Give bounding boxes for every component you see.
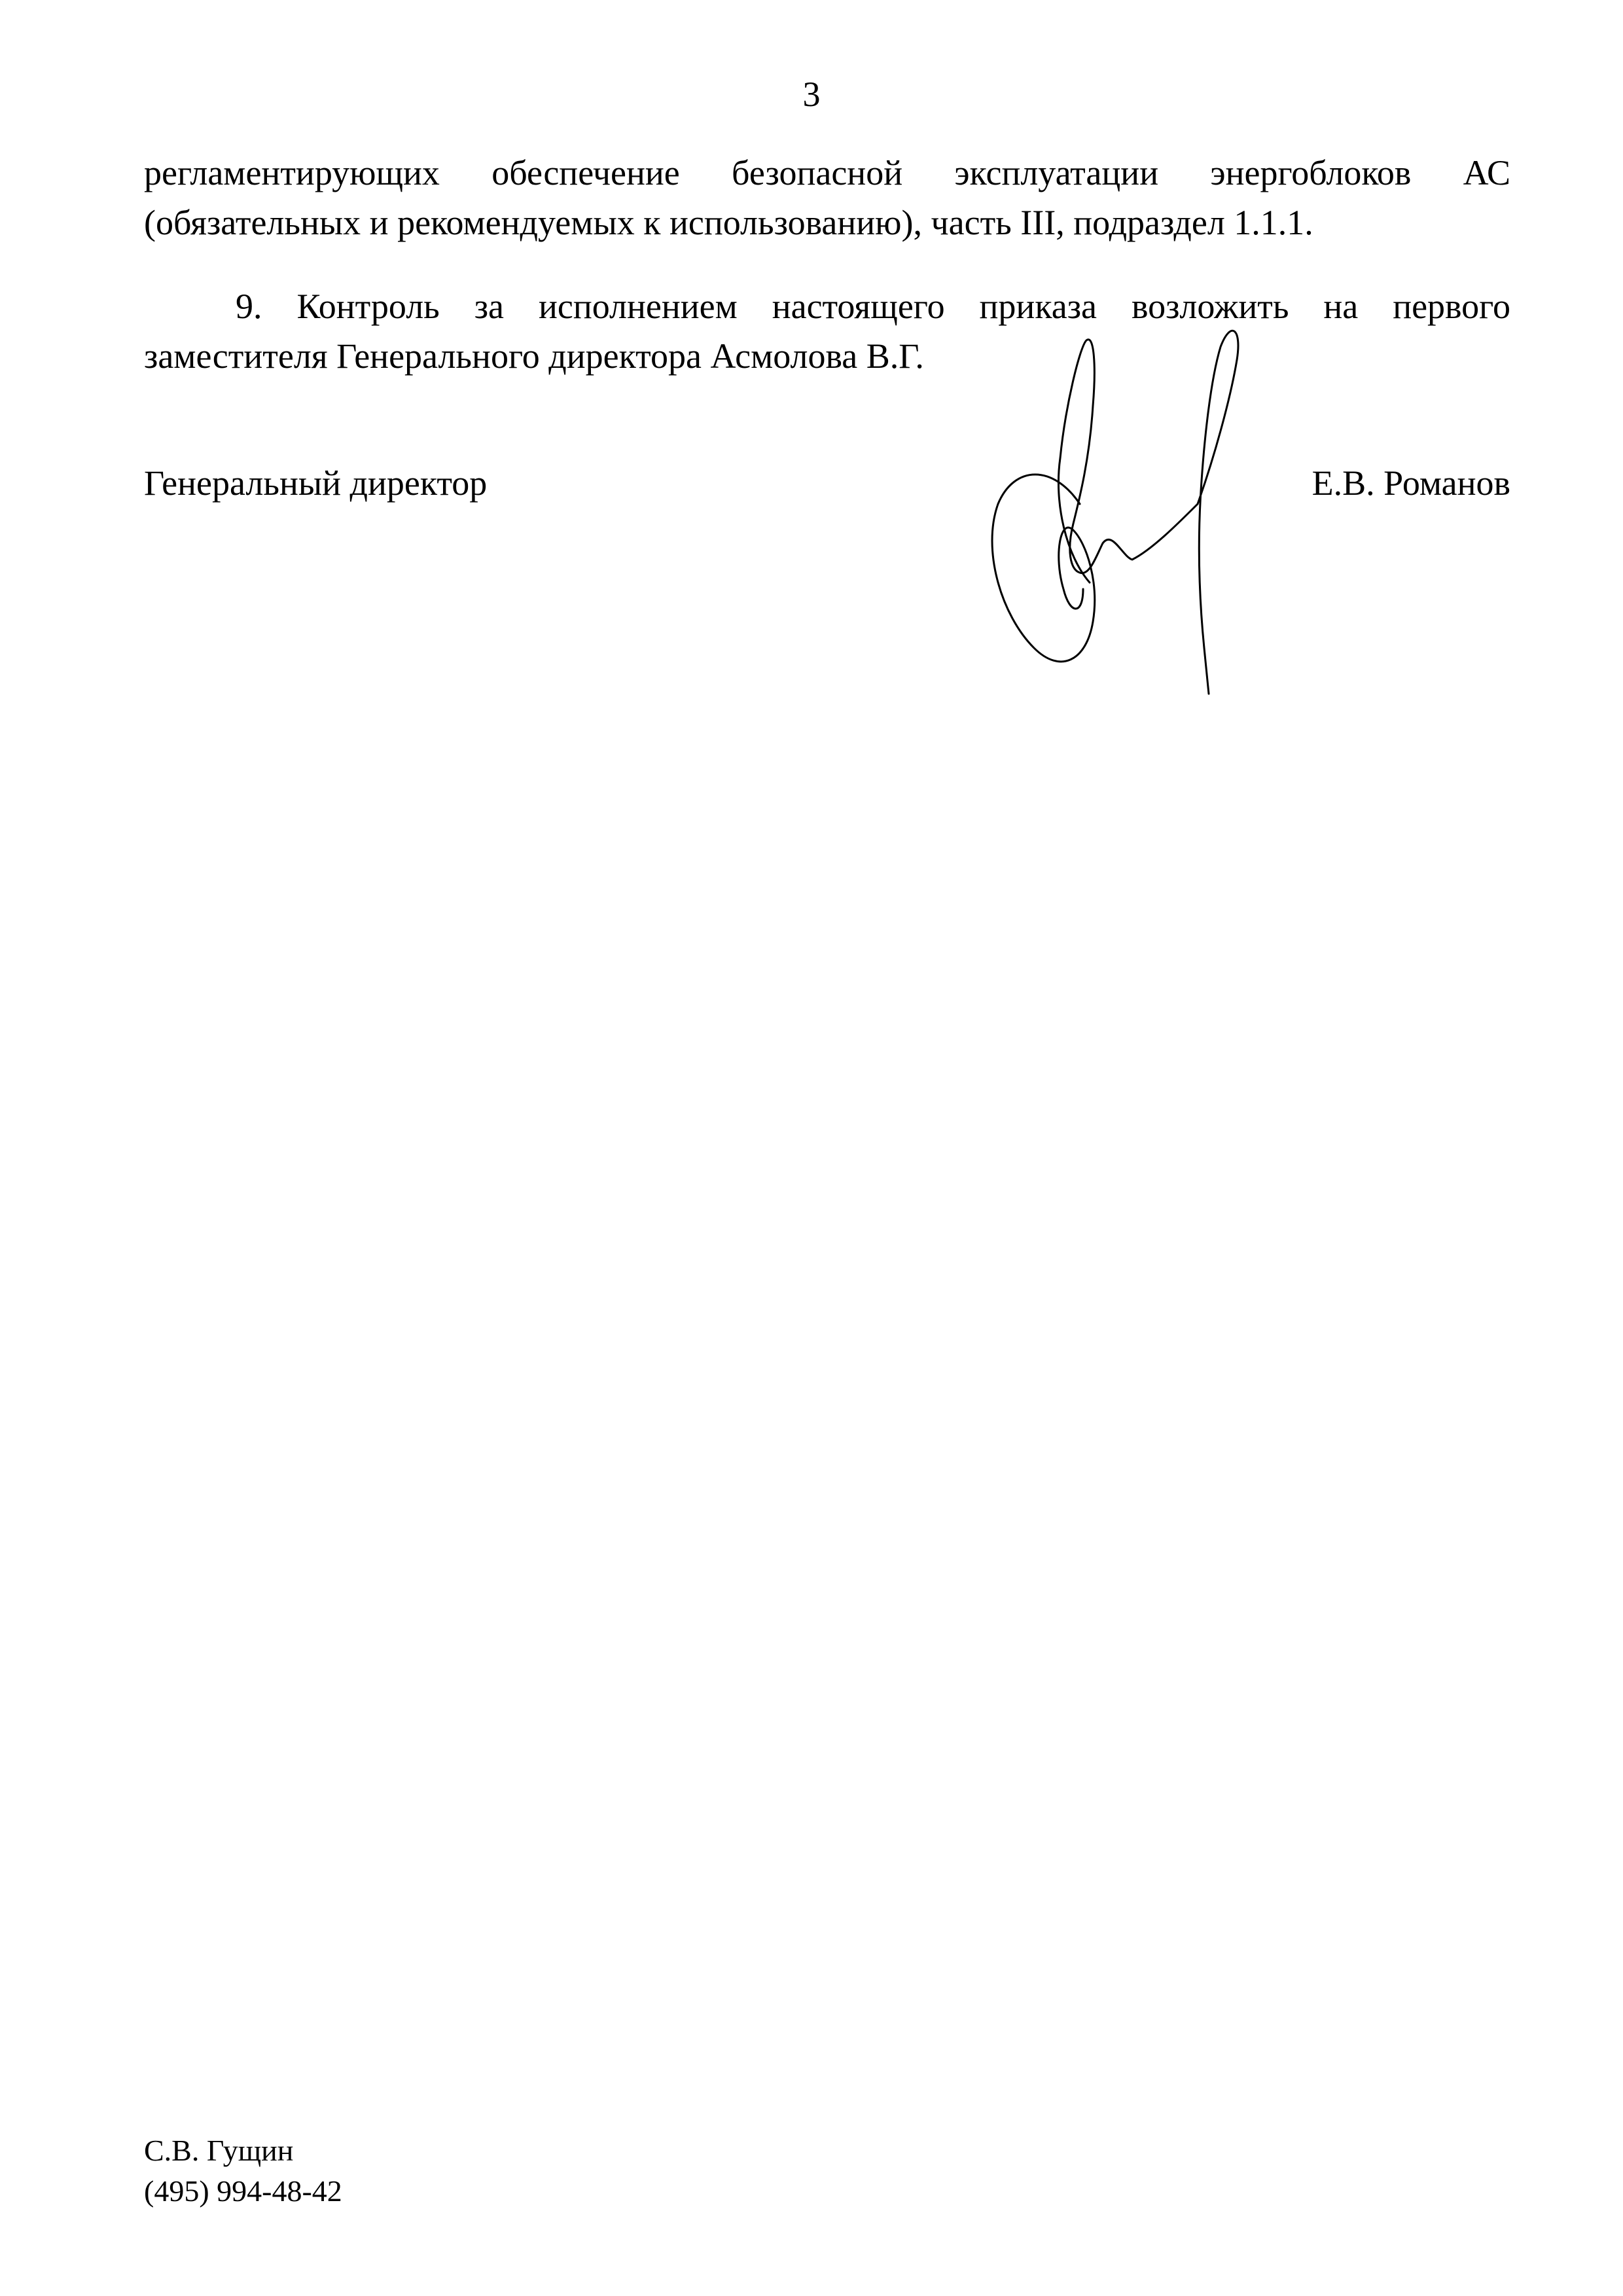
paragraph-continuation: [144, 148, 1510, 247]
handwritten-signature: [955, 308, 1270, 700]
signature-stroke: [1103, 504, 1198, 560]
executor-name: С.В. Гущин: [144, 2134, 294, 2167]
executor-phone: (495) 994-48-42: [144, 2174, 342, 2208]
signature-stroke: [1198, 331, 1238, 694]
executor-contact: [144, 2130, 342, 2212]
paragraph-item-9: [144, 281, 1510, 381]
signatory-name: Е.В. Романов: [1311, 463, 1510, 503]
signatory-position: Генеральный директор: [144, 463, 488, 503]
signature-row: [144, 458, 1510, 511]
paragraph-line: 9. Контроль за исполнением настоящего приказа возложить на первого: [236, 287, 1510, 326]
paragraph-line: регламентирующих обеспечение безопасной эксплуатации энергоблоков АС: [144, 153, 1510, 192]
paragraph-line: заместителя Генерального директора Асмолова В.Г.: [144, 336, 924, 376]
paragraph-line: (обязательных и рекомендуемых к использованию), часть III, подраздел 1.1.1.: [144, 203, 1313, 242]
page-number: 3: [802, 75, 821, 114]
signature-stroke: [1058, 340, 1103, 583]
